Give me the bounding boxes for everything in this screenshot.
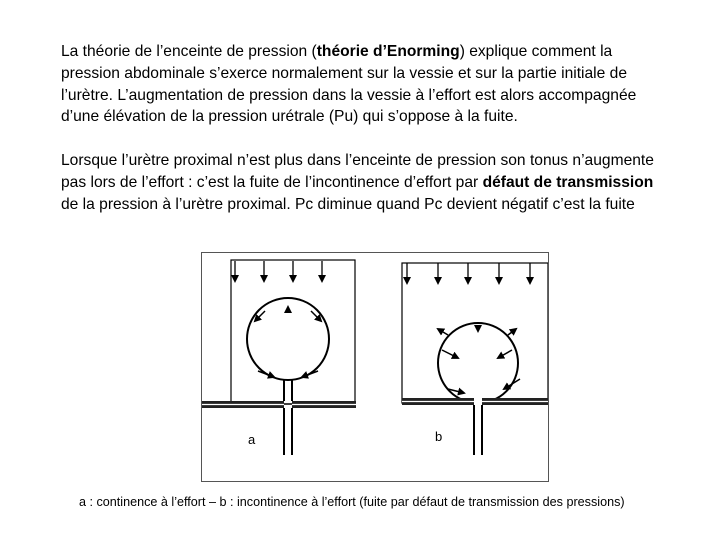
paragraph1-bold-term: théorie d’Enorming — [316, 43, 460, 60]
panel-b-pelvic-floor — [402, 398, 548, 405]
paragraph2-bold-term: défaut de transmission — [482, 173, 654, 191]
panel-b-urethra — [474, 403, 482, 455]
panel-b-abdominal-arrows — [407, 263, 530, 283]
paragraph2-text-end: de la pression à l’urètre proximal. Pc diminue quand Pc devient négatif c’est la fuite — [61, 195, 635, 213]
panel-b-label: b — [435, 429, 443, 444]
pressure-enclosure-figure — [201, 252, 549, 482]
paragraph2-text-start: Lorsque l’urètre proximal n’est plus dans l’enceinte de pression son tonus n’augmente pas lors de l’effort : c’est la fuite de l’incontinence d’effort par — [61, 152, 654, 191]
panel-a-bladder-pressure-arrows — [255, 307, 321, 377]
figure-caption: a : continence à l’effort – b : incontinence à l’effort (fuite par défaut de transmission des pressions) — [79, 495, 625, 509]
panel-a-urethra — [284, 380, 292, 455]
paragraph-transmission-defect — [61, 150, 671, 215]
panel-a-abdominal-arrows — [235, 261, 322, 281]
panel-a-pelvic-floor — [202, 401, 356, 408]
panel-a-continence — [202, 260, 356, 455]
panel-b-incontinence — [402, 263, 548, 455]
paragraph1-text-start: La théorie de l’enceinte de pression ( — [61, 43, 317, 60]
panel-a-label: a — [248, 432, 256, 447]
panel-b-enclosure — [402, 263, 548, 403]
paragraph1-text-end: ) explique comment la pression abdominale s’exerce normalement sur la vessie et sur la partie initiale de l’urètre. L’augmentation de pression dans la vessie à l’effort est alors accompagnée d’une élévation de la pression urétrale (Pu) qui s’oppose à la fuite. — [61, 43, 637, 126]
paragraph-enorming-theory — [61, 41, 671, 128]
panel-b-bladder — [438, 323, 518, 403]
pressure-diagram-svg — [202, 253, 548, 481]
